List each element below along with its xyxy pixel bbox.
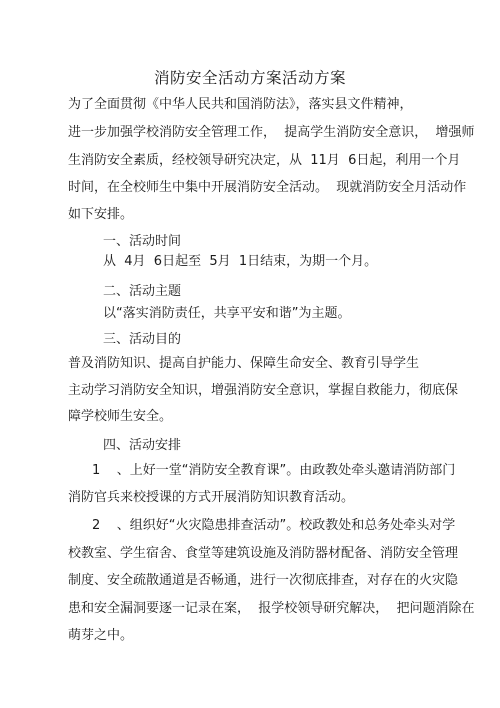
paragraph-line: 时间，在全校师生中集中开展消防安全活动。 现就消防安全月活动作 — [68, 180, 467, 195]
paragraph-line: 障学校师生安全。 — [68, 409, 173, 424]
section-heading: 一、活动时间 — [103, 234, 182, 249]
paragraph-line: 主动学习消防安全知识，增强消防安全意识，掌握自救能力，彻底保 — [68, 383, 459, 398]
paragraph-line: 生消防安全素质，经校领导研究决定，从 11月 6日起，利用一个月 — [68, 153, 461, 168]
paragraph-line: 以“落实消防责任，共享平安和谐”为主题。 — [103, 306, 351, 321]
section-heading: 二、活动主题 — [103, 284, 182, 299]
paragraph-line: 萌芽之中。 — [68, 628, 134, 643]
paragraph-line: 患和安全漏洞要逐一记录在案， 报学校领导研究解决， 把问题消除在 — [68, 601, 475, 616]
paragraph-line: 制度、安全疏散通道是否畅通，进行一次彻底排查，对存在的火灾隐 — [68, 573, 459, 588]
paragraph-line: 如下安排。 — [68, 207, 134, 222]
paragraph-line: 消防官兵来校授课的方式开展消防知识教育活动。 — [68, 490, 355, 505]
paragraph-line: 校教室、学生宿舍、食堂等建筑设施及消防器材配备、消防安全管理 — [68, 546, 459, 561]
document-title: 消防安全活动方案活动方案 — [153, 69, 346, 87]
section-heading: 四、活动安排 — [103, 438, 182, 453]
paragraph-line: 普及消防知识、提高自护能力、保障生命安全、教育引导学生 — [68, 356, 420, 371]
paragraph-line: 进一步加强学校消防安全管理工作， 提高学生消防安全意识， 增强师 — [68, 125, 475, 140]
paragraph-line: 1 、上好一堂“消防安全教育课”。由政教处牵头邀请消防部门 — [92, 463, 456, 478]
paragraph-line: 为了全面贯彻《中华人民共和国消防法》，落实县文件精神， — [68, 97, 413, 112]
paragraph-line: 2 、组织好“火灾隐患排查活动”。校政教处和总务处牵头对学 — [92, 518, 456, 533]
paragraph-line: 从 4月 6日起至 5月 1日结束，为期一个月。 — [103, 254, 378, 269]
section-heading: 三、活动目的 — [103, 332, 182, 347]
